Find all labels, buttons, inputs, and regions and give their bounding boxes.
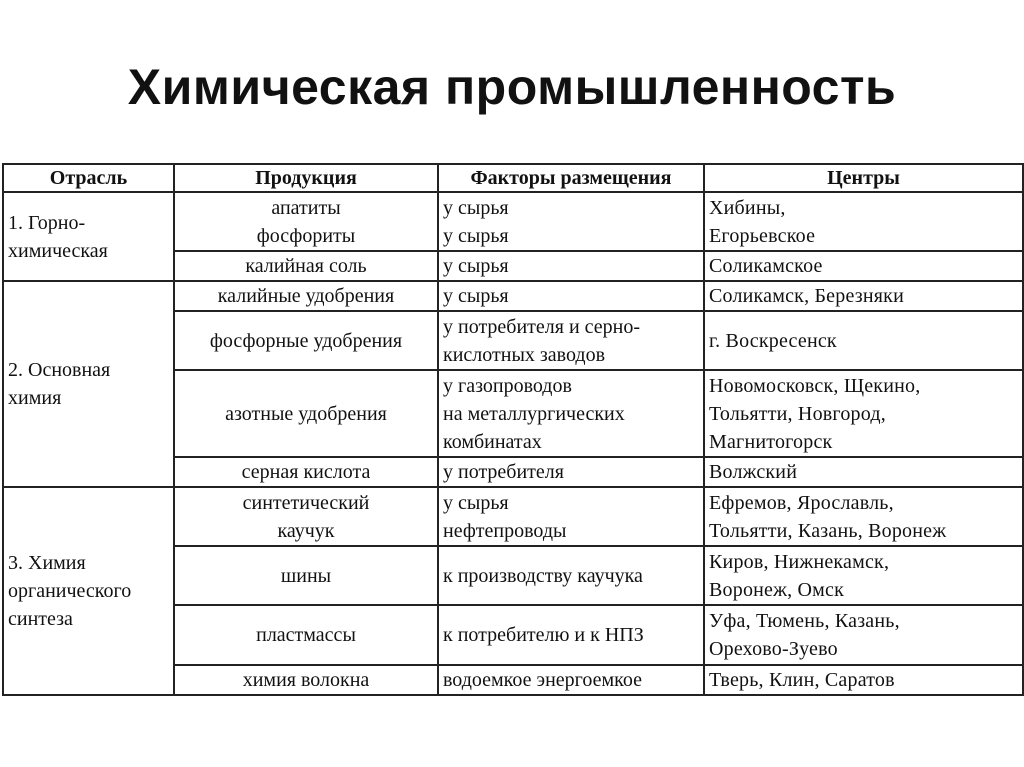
centers-cell: г. Воскресенск <box>704 311 1023 370</box>
product-cell: апатиты фосфориты <box>174 192 438 251</box>
table-header-row <box>3 164 1023 192</box>
product-cell: синтетический каучук <box>174 487 438 546</box>
page-title: Химическая промышленность <box>127 59 897 115</box>
centers-cell: Соликамск, Березняки <box>704 281 1023 311</box>
branch-cell: 2. Основная химия <box>3 281 174 487</box>
header-branch: Отрасль <box>3 164 174 192</box>
branch-cell: 3. Химия органического синтеза <box>3 487 174 695</box>
header-centers: Центры <box>704 164 1023 192</box>
product-cell: шины <box>174 546 438 605</box>
branch-cell: 1. Горно- химическая <box>3 192 174 281</box>
factors-cell: у потребителя <box>438 457 704 487</box>
centers-cell: Хибины, Егорьевское <box>704 192 1023 251</box>
product-cell: фосфорные удобрения <box>174 311 438 370</box>
centers-cell: Ефремов, Ярославль, Тольятти, Казань, Воронеж <box>704 487 1023 546</box>
table-row <box>3 281 1023 311</box>
table-row <box>3 192 1023 251</box>
header-factors: Факторы размещения <box>438 164 704 192</box>
product-cell: пластмассы <box>174 605 438 665</box>
factors-cell: у газопроводов на металлургических комбинатах <box>438 370 704 457</box>
factors-cell: у потребителя и серно- кислотных заводов <box>438 311 704 370</box>
product-cell: калийная соль <box>174 251 438 281</box>
product-cell: серная кислота <box>174 457 438 487</box>
factors-cell: у сырья <box>438 281 704 311</box>
factors-cell: у сырья <box>438 251 704 281</box>
centers-cell: Киров, Нижнекамск, Воронеж, Омск <box>704 546 1023 605</box>
product-cell: калийные удобрения <box>174 281 438 311</box>
centers-cell: Уфа, Тюмень, Казань, Орехово-Зуево <box>704 605 1023 665</box>
table-row <box>3 487 1023 546</box>
centers-cell: Новомосковск, Щекино, Тольятти, Новгород, Магнитогорск <box>704 370 1023 457</box>
centers-cell: Соликамское <box>704 251 1023 281</box>
header-products: Продукция <box>174 164 438 192</box>
factors-cell: водоемкое энергоемкое <box>438 665 704 695</box>
centers-cell: Тверь, Клин, Саратов <box>704 665 1023 695</box>
factors-cell: к производству каучука <box>438 546 704 605</box>
factors-cell: у сырья у сырья <box>438 192 704 251</box>
product-cell: азотные удобрения <box>174 370 438 457</box>
factors-cell: к потребителю и к НПЗ <box>438 605 704 665</box>
factors-cell: у сырья нефтепроводы <box>438 487 704 546</box>
product-cell: химия волокна <box>174 665 438 695</box>
chemical-industry-table <box>2 163 1024 696</box>
centers-cell: Волжский <box>704 457 1023 487</box>
